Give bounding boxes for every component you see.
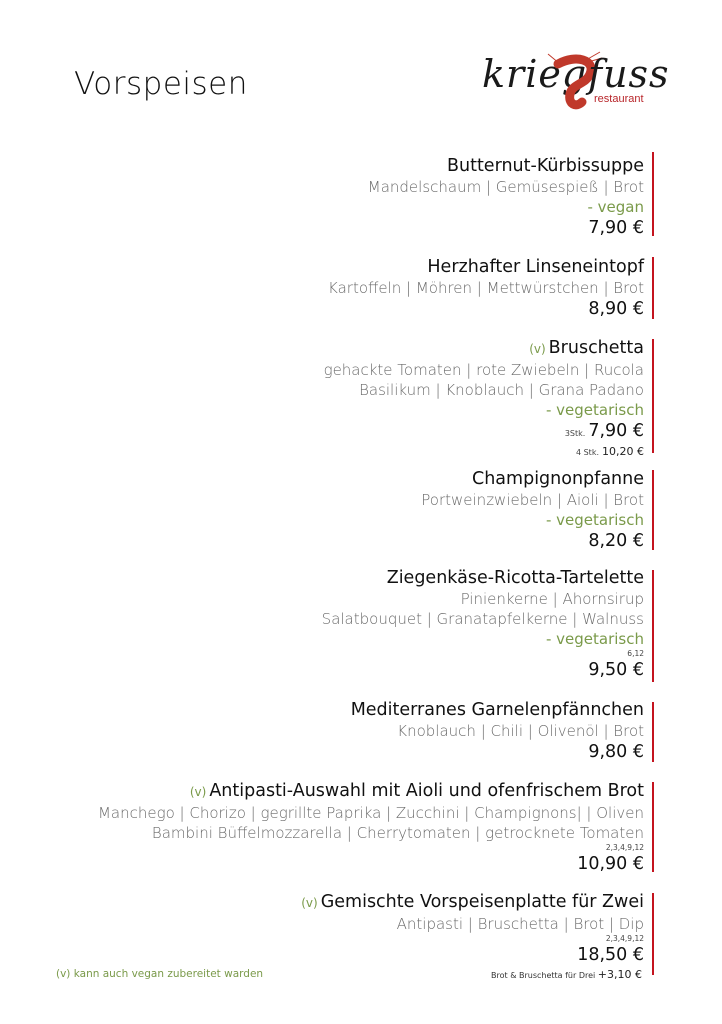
item-title: Butternut-Kürbissuppe [446,156,644,176]
item-description: Manchego | Chorizo | gegrillte Paprika | Zucchini | Champignons| | Oliven [97,804,644,822]
item-description: Mandelschaum | Gemüsespieß | Brot [367,178,644,196]
item-title [98,780,644,803]
logo-right-word: fuss [588,52,670,96]
item-price: 7,90 € [588,218,644,238]
menu-item [98,780,644,875]
accent-bar [652,782,654,872]
page-title: Vorspeisen [74,66,248,102]
accent-bar [652,152,654,236]
item-description: Portweinzwiebeln | Aioli | Brot [421,491,644,509]
restaurant-logo [476,44,670,128]
item-title: Ziegenkäse-Ricotta-Tartelette [386,568,644,588]
item-price: 10,90 € [577,854,644,874]
extra-option [491,968,642,981]
item-allergens: 6,12 [627,649,644,658]
item-allergens: 2,3,4,9,12 [605,934,644,943]
item-description: Antipasti | Bruschetta | Brot | Dip [396,915,644,933]
item-price-secondary [324,445,644,460]
accent-bar [652,893,654,975]
vegan-option-mark: (v) [529,342,546,356]
item-description: Bambini Büffelmozzarella | Cherrytomaten | getrocknete Tomaten [151,824,644,842]
logo-subtitle: restaurant [594,93,644,105]
item-title-text: Gemischte Vorspeisenplatte für Zwei [320,892,644,912]
item-title-text: Antipasti-Auswahl mit Aioli und ofenfrischem Brot [209,781,644,801]
vegan-footnote: (v) kann auch vegan zubereitet warden [56,968,264,980]
item-title [301,891,644,914]
item-description: Salatbouquet | Granatapfelkerne | Walnuss [321,610,644,628]
vegan-option-mark: (v) [301,896,318,910]
item-description: Knoblauch | Chili | Olivenöl | Brot [397,722,644,740]
item-description: Kartoffeln | Möhren | Mettwürstchen | Brot [328,279,644,297]
price-value: 10,20 € [602,445,644,458]
item-price [324,420,644,445]
item-title [324,337,644,360]
menu-item [351,699,644,763]
price-quantity: 3Stk. [564,429,586,438]
item-price: 8,20 € [588,531,644,551]
item-title: Champignonpfanne [472,469,644,489]
item-title-text: Bruschetta [548,338,644,358]
accent-bar [652,570,654,682]
item-diet: - vegetarisch [545,511,644,529]
accent-bar [652,470,654,550]
extra-option-label: Brot & Bruschetta für Drei [491,971,596,980]
price-value: 7,90 € [588,421,644,441]
menu-item [324,337,644,460]
accent-bar [652,257,654,319]
accent-bar [652,702,654,762]
item-diet: - vegetarisch [545,401,644,419]
item-price: 8,90 € [588,299,644,319]
menu-item [301,891,644,966]
item-diet: - vegetarisch [545,630,644,648]
item-title: Herzhafter Linseneintopf [427,257,644,277]
item-price: 18,50 € [577,945,644,965]
extra-option-price: +3,10 € [597,968,642,981]
item-description: Basilikum | Knoblauch | Grana Padano [359,381,644,399]
menu-item [421,468,644,552]
accent-bar [652,339,654,453]
vegan-option-mark: (v) [189,785,207,799]
item-diet: - vegan [587,198,644,216]
price-quantity: 4 Stk. [575,448,599,457]
menu-item [322,567,644,681]
menu-item [328,256,644,320]
item-title: Mediterranes Garnelenpfännchen [350,700,644,720]
item-price: 9,50 € [588,660,644,680]
item-allergens: 2,3,4,9,12 [605,843,644,852]
item-description: gehackte Tomaten | rote Zwiebeln | Rucola [323,361,644,379]
item-price: 9,80 € [588,742,644,762]
menu-item [368,155,644,239]
item-description: Pinienkerne | Ahornsirup [460,590,644,608]
logo-left-word: krieg [482,52,588,96]
